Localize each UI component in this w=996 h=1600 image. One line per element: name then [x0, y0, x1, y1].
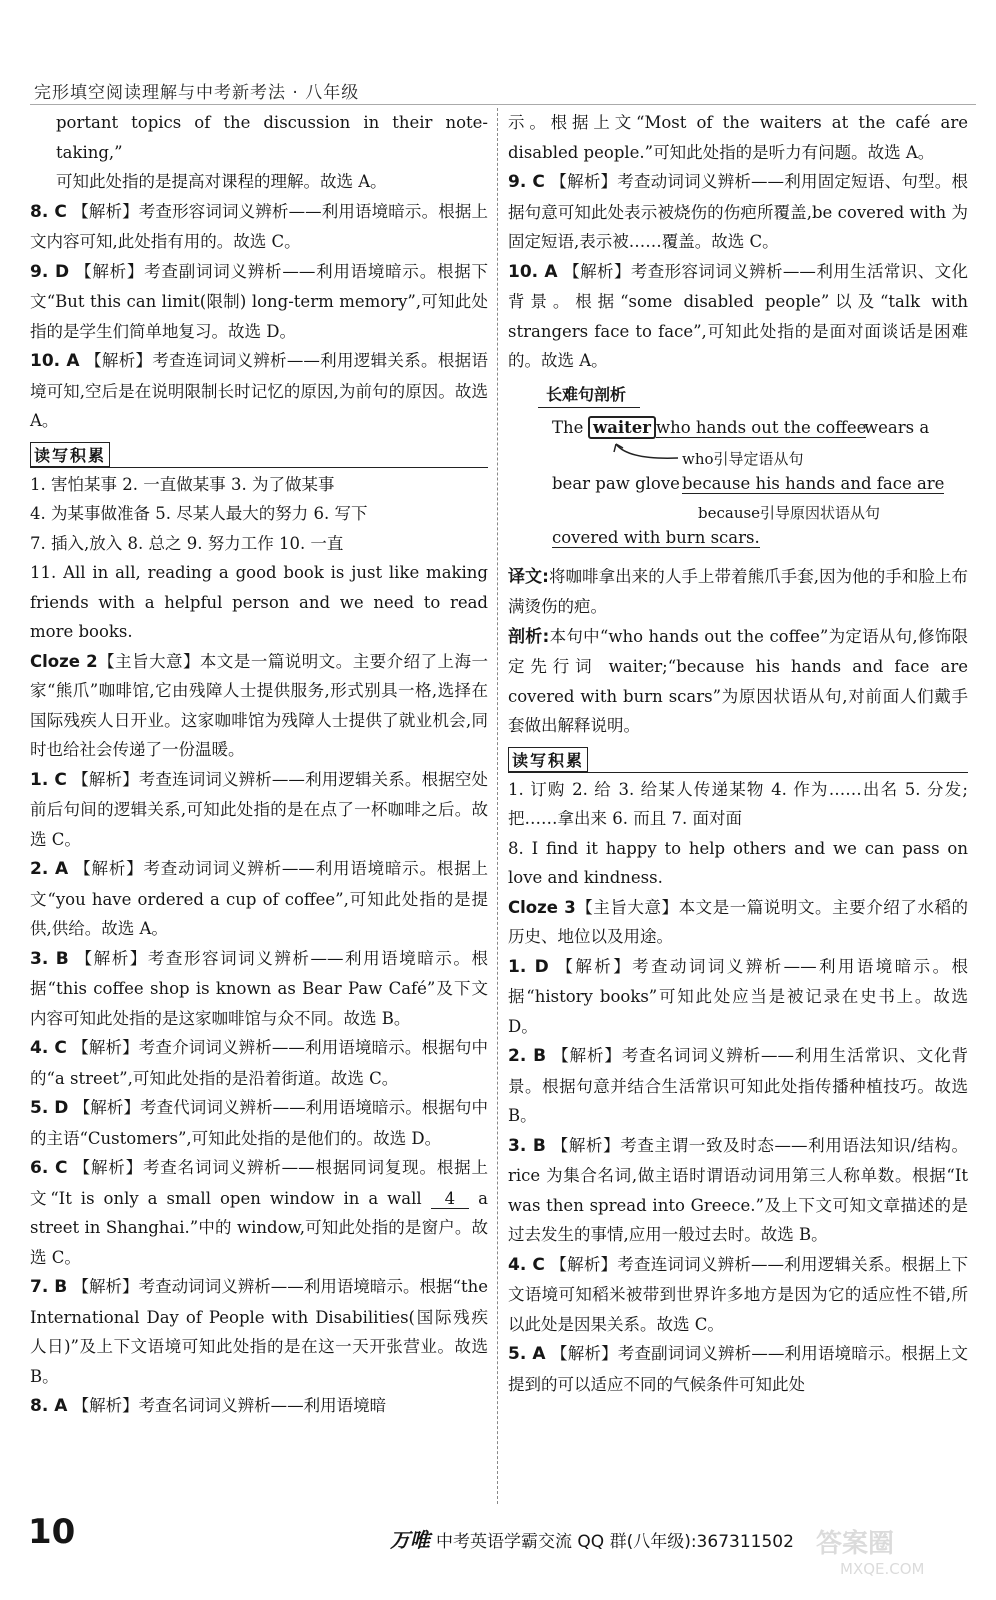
header-rule — [30, 104, 976, 105]
section-heading — [30, 436, 488, 469]
answer-text: 【解析】考查介词词义辨析——利用语境暗示。根据句中的“a street”,可知此处指的是沿着街道。故选 C。 — [30, 1038, 488, 1088]
answer-number: 10. A — [30, 351, 80, 371]
answer-number: 9. C — [508, 172, 545, 192]
vocab-line: 4. 为某事做准备 5. 尽某人最大的努力 6. 写下 — [30, 504, 368, 523]
answer-number: 1. C — [30, 769, 67, 790]
answer-number: 10. A — [508, 261, 558, 282]
answer-text: 【解析】考查动词词义辨析——利用语境暗示。根据上文“you have ordered a cup of coffee”,可知此处指的是提供,供给。故选 A。 — [30, 859, 488, 938]
paragraph: portant topics of the discussion in their note-taking,” — [56, 113, 488, 162]
answer-10 — [30, 346, 488, 436]
phrase-bear-paw: bear paw glove — [552, 473, 680, 493]
clause-because-b: covered with burn scars. — [552, 527, 760, 547]
answer-c10 — [508, 257, 968, 376]
answer-number: 1. D — [508, 956, 549, 977]
analysis-label: 剖析: — [508, 626, 550, 647]
note-who: who引导定语从句 — [682, 449, 804, 468]
answer-text: 【解析】考查形容词词义辨析——利用语境暗示。根据“this coffee shop is known as Bear Paw Café”及下文内容可知此处指的是这家咖啡馆与众不同。故选 B。 — [30, 948, 489, 1028]
clause-who: who hands out the coffee — [656, 417, 867, 437]
answer-c2 — [30, 854, 488, 944]
answer-9 — [30, 257, 488, 347]
answer-c9 — [508, 167, 968, 257]
footer — [390, 1524, 794, 1553]
right-column — [508, 108, 968, 1504]
analysis-text: 本句中“who hands out the coffee”为定语从句,修饰限定先行词 waiter;“because his hands and face are covered with burn scars”为原因状语从句,对前面人们戴手套做出解释说明。 — [508, 626, 968, 735]
answer-number: 4. C — [30, 1038, 67, 1058]
paragraph: 示。根据上文“Most of the waiters at the café are disabled people.”可知此处指的是听力有问题。故选 A。 — [508, 113, 968, 162]
answer-text: 【解析】考查副词词义辨析——利用语境暗示。根据上文提到的可以适应不同的气候条件可知此处 — [508, 1344, 969, 1394]
answer-c7 — [30, 1272, 488, 1391]
answer-number: 3. B — [30, 948, 69, 969]
clause-because-a: because his hands and face are — [682, 473, 945, 493]
answer-text: 【解析】考查名词词义辨析——根据同词复现。根据上文“It is only a small open window in a wall — [30, 1158, 489, 1208]
translation — [508, 562, 968, 622]
column-divider — [497, 108, 498, 1504]
cloze-label: Cloze 2 — [30, 651, 98, 671]
answer-d1 — [508, 952, 968, 1042]
answer-text: 【解析】考查名词词义辨析——利用语境暗 — [72, 1396, 387, 1415]
translation-label: 译文: — [508, 566, 549, 587]
word-wears: wears a — [864, 417, 930, 437]
watermark-url: MXQE.COM — [840, 1560, 925, 1578]
summary-text: 【主旨大意】本文是一篇说明文。主要介绍了上海一家“熊爪”咖啡馆,它由残障人士提供服务,形式别具一格,选择在国际残疾人日开业。这家咖啡馆为残障人士提供了就业机会,同时也给社会传递了一份温暖。 — [30, 651, 489, 759]
answer-number: 2. B — [508, 1046, 547, 1066]
analysis — [508, 622, 968, 741]
vocab-line: 11. All in all, reading a good book is just like making friends with a helpful person and we need to read more books. — [30, 563, 488, 641]
page-number: 10 — [28, 1512, 76, 1552]
answer-number: 2. A — [30, 859, 69, 879]
answer-text: 【解析】考查代词词义辨析——利用语境暗示。根据句中的主语“Customers”,可知此处指的是他们的。故选 D。 — [30, 1098, 489, 1148]
answer-c4 — [30, 1033, 488, 1093]
paragraph: 可知此处指的是提高对课程的理解。故选 A。 — [56, 172, 387, 191]
vocab-line: 1. 订购 2. 给 3. 给某人传递某物 4. 作为……出名 5. 分发;把……拿出来 6. 而且 7. 面对面 — [508, 779, 968, 828]
word-waiter: waiter — [588, 416, 656, 439]
answer-d4 — [508, 1250, 968, 1340]
cloze-3-summary — [508, 893, 968, 952]
answer-number: 8. C — [30, 201, 67, 222]
section-tag: 读写积累 — [508, 747, 588, 772]
answer-d2 — [508, 1041, 968, 1131]
answer-d5 — [508, 1339, 968, 1399]
answer-8 — [30, 197, 488, 257]
answer-c6 — [30, 1153, 488, 1272]
answer-text: 【解析】考查名词词义辨析——利用生活常识、文化背景。根据句意并结合生活常识可知此处指传播种植技巧。故选 B。 — [508, 1046, 968, 1125]
answer-text: 【解析】考查连词词义辨析——利用逻辑关系。根据语境可知,空后是在说明限制长时记忆的原因,为前句的原因。故选 A。 — [30, 351, 488, 430]
vocab-line: 7. 插入,放入 8. 总之 9. 努力工作 10. 一直 — [30, 533, 344, 553]
answer-text: 【解析】考查动词词义辨析——利用语境暗示。根据“the International Day of People with Disabilities(国际残疾人日)”及上下文语境可知此处指的是在这一天开张营业。故选 B。 — [30, 1277, 489, 1386]
sentence-analysis — [508, 382, 968, 558]
answer-text: 【解析】考查动词词义辨析——利用语境暗示。根据“history books”可知此处应当是被记录在史书上。故选 D。 — [508, 956, 969, 1036]
note-because: because引导原因状语从句 — [698, 503, 881, 522]
answer-text: a street in Shanghai.”中的 window,可知此处指的是窗户。故选 C。 — [30, 1188, 488, 1267]
answer-number: 5. A — [508, 1344, 546, 1364]
answer-c5 — [30, 1093, 488, 1153]
answer-c8 — [30, 1391, 488, 1422]
sentence-diagram — [508, 408, 968, 558]
answer-number: 3. B — [508, 1135, 546, 1156]
answer-text: 【解析】考查连词词义辨析——利用逻辑关系。根据空处前后句间的逻辑关系,可知此处指的是在点了一杯咖啡之后。故选 C。 — [30, 769, 488, 849]
answer-d3 — [508, 1131, 968, 1250]
blank-number: 4 — [431, 1189, 470, 1209]
brand-logo: 万唯 — [390, 1528, 430, 1552]
vocab-line: 8. I find it happy to help others and we can pass on love and kindness. — [508, 838, 968, 887]
section-tag: 读写积累 — [30, 442, 110, 467]
answer-number: 7. B — [30, 1277, 68, 1297]
answer-text: 【解析】考查主谓一致及时态——利用语法知识/结构。rice 为集合名词,做主语时谓语动词用第三人称单数。根据“It was then spread into Greece.”及上下文可知文章描述的是过去发生的事情,应用一般过去时。故选 B。 — [508, 1135, 968, 1244]
section-heading — [508, 741, 968, 774]
answer-number: 6. C — [30, 1158, 68, 1178]
answer-c3 — [30, 944, 488, 1034]
watermark-logo — [812, 1522, 972, 1580]
translation-text: 将咖啡拿出来的人手上带着熊爪手套,因为他的手和脸上布满烫伤的疤。 — [508, 566, 968, 616]
cloze-label: Cloze 3 — [508, 897, 576, 917]
answer-number: 5. D — [30, 1098, 69, 1118]
left-column — [30, 108, 488, 1504]
word-the: The — [552, 417, 584, 437]
answer-number: 8. A — [30, 1396, 68, 1416]
summary-text: 【主旨大意】本文是一篇说明文。主要介绍了水稻的历史、地位以及用途。 — [508, 897, 969, 946]
answer-text: 【解析】考查连词词义辨析——利用逻辑关系。根据上下文语境可知稻米被带到世界许多地方是因为它的适应性不错,所以此处是因果关系。故选 C。 — [508, 1254, 968, 1334]
analysis-title: 长难句剖析 — [538, 382, 640, 408]
cloze-2-summary — [30, 647, 488, 765]
answer-text: 【解析】考查形容词词义辨析——利用语境暗示。根据上文内容可知,此处指有用的。故选 C。 — [30, 201, 488, 251]
answer-number: 4. C — [508, 1254, 545, 1275]
answer-text: 【解析】考查副词词义辨析——利用语境暗示。根据下文“But this can limit(限制) long-term memory”,可知此处指的是学生们简单地复习。故选 D。 — [30, 261, 488, 341]
answer-text: 【解析】考查动词词义辨析——利用固定短语、句型。根据句意可知此处表示被烧伤的伤疤所覆盖,be covered with 为固定短语,表示被……覆盖。故选 C。 — [508, 172, 968, 251]
footer-text: 中考英语学霸交流 QQ 群(八年级):367311502 — [436, 1532, 794, 1552]
vocab-line: 1. 害怕某事 2. 一直做某事 3. 为了做某事 — [30, 474, 335, 494]
answer-text: 【解析】考查形容词词义辨析——利用生活常识、文化背景。根据“some disabled people”以及“talk with strangers face to face”,可知此处指的是面对面谈话是困难的。故选 A。 — [508, 261, 969, 370]
running-header: 完形填空阅读理解与中考新考法 · 八年级 — [34, 83, 360, 103]
watermark-text: 答案圈 — [816, 1529, 895, 1559]
answer-c1 — [30, 765, 488, 855]
answer-number: 9. D — [30, 261, 70, 282]
